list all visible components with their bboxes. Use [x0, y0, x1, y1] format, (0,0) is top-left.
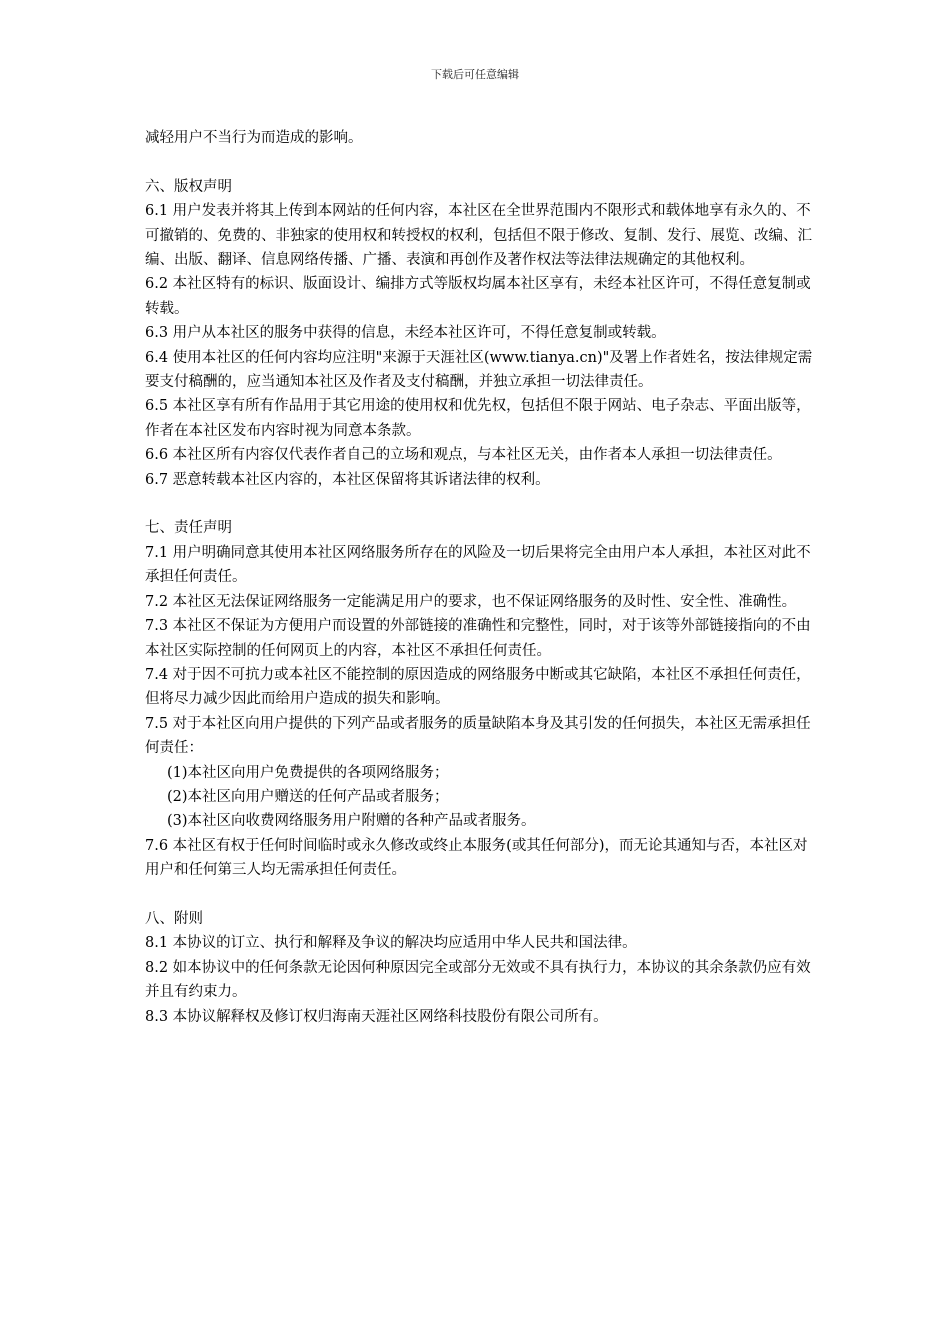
clause-6-4: 6.4 使用本社区的任何内容均应注明"来源于天涯社区(www.tianya.cn)"及署上作者姓名，按法律规定需要支付稿酬的，应当通知本社区及作者及支付稿酬，并独立承担一切法律责任。: [145, 349, 813, 391]
page-header: 下载后可任意编辑: [431, 68, 519, 81]
clause-7-2: 7.2 本社区无法保证网络服务一定能满足用户的要求，也不保证网络服务的及时性、安全性、准确性。: [145, 593, 797, 610]
intro-paragraph: 减轻用户不当行为而造成的影响。: [145, 130, 363, 146]
clause-8-2: 8.2 如本协议中的任何条款无论因何种原因完全或部分无效或不具有执行力，本协议的其余条款仍应有效并且有约束力。: [145, 959, 811, 1001]
blank-line: [145, 492, 815, 516]
clause-7-5-sub-1: (1)本社区向用户免费提供的各项网络服务；: [167, 764, 449, 781]
clause-8-1: 8.1 本协议的订立、执行和解释及争议的解决均应适用中华人民共和国法律。: [145, 935, 637, 952]
clause-6-5: 6.5 本社区享有所有作品用于其它用途的使用权和优先权，包括但不限于网站、电子杂志、平面出版等，作者在本社区发布内容时视为同意本条款。: [145, 398, 811, 439]
clause-6-1: 6.1 用户发表并将其上传到本网站的任何内容，本社区在全世界范围内不限形式和载体地享有永久的、不可撤销的、免费的、非独家的使用权和转授权的权利，包括但不限于修改、复制、发行、展览、改编、汇编、出版、翻译、信息网络传播、广播、表演和再创作及著作权法等法律法规确定的其他权利。: [145, 203, 812, 269]
blank-line: [145, 883, 815, 907]
clause-6-7: 6.7 恶意转载本社区内容的，本社区保留将其诉诸法律的权利。: [145, 471, 550, 488]
clause-8-3: 8.3 本协议解释权及修订权归海南天涯社区网络科技股份有限公司所有。: [145, 1008, 608, 1025]
section-6-title: 六、版权声明: [145, 178, 232, 195]
clause-7-5: 7.5 对于本社区向用户提供的下列产品或者服务的质量缺陷本身及其引发的任何损失，本社区无需承担任何责任：: [145, 715, 811, 757]
section-7-title: 七、责任声明: [145, 520, 232, 537]
clause-6-6: 6.6 本社区所有内容仅代表作者自己的立场和观点，与本社区无关，由作者本人承担一切法律责任。: [145, 447, 782, 464]
clause-7-5-sub-3: (3)本社区向收费网络服务用户附赠的各种产品或者服务。: [167, 813, 536, 830]
clause-6-3: 6.3 用户从本社区的服务中获得的信息，未经本社区许可，不得任意复制或转载。: [145, 325, 666, 342]
clause-7-6: 7.6 本社区有权于任何时间临时或永久修改或终止本服务(或其任何部分)，而无论其通知与否，本社区对用户和任何第三人均无需承担任何责任。: [145, 837, 808, 879]
clause-7-4: 7.4 对于因不可抗力或本社区不能控制的原因造成的网络服务中断或其它缺陷，本社区不承担任何责任，但将尽力减少因此而给用户造成的损失和影响。: [145, 666, 811, 708]
blank-line: [145, 150, 815, 174]
clause-6-2: 6.2 本社区特有的标识、版面设计、编排方式等版权均属本社区享有，未经本社区许可，不得任意复制或转载。: [145, 276, 811, 317]
section-8-title: 八、附则: [145, 910, 203, 927]
document-body: [145, 126, 815, 1029]
clause-7-3: 7.3 本社区不保证为方便用户而设置的外部链接的准确性和完整性，同时，对于该等外部链接指向的不由本社区实际控制的任何网页上的内容，本社区不承担任何责任。: [145, 618, 811, 659]
clause-7-1: 7.1 用户明确同意其使用本社区网络服务所存在的风险及一切后果将完全由用户本人承担，本社区对此不承担任何责任。: [145, 544, 811, 586]
clause-7-5-sub-2: (2)本社区向用户赠送的任何产品或者服务；: [167, 788, 449, 805]
